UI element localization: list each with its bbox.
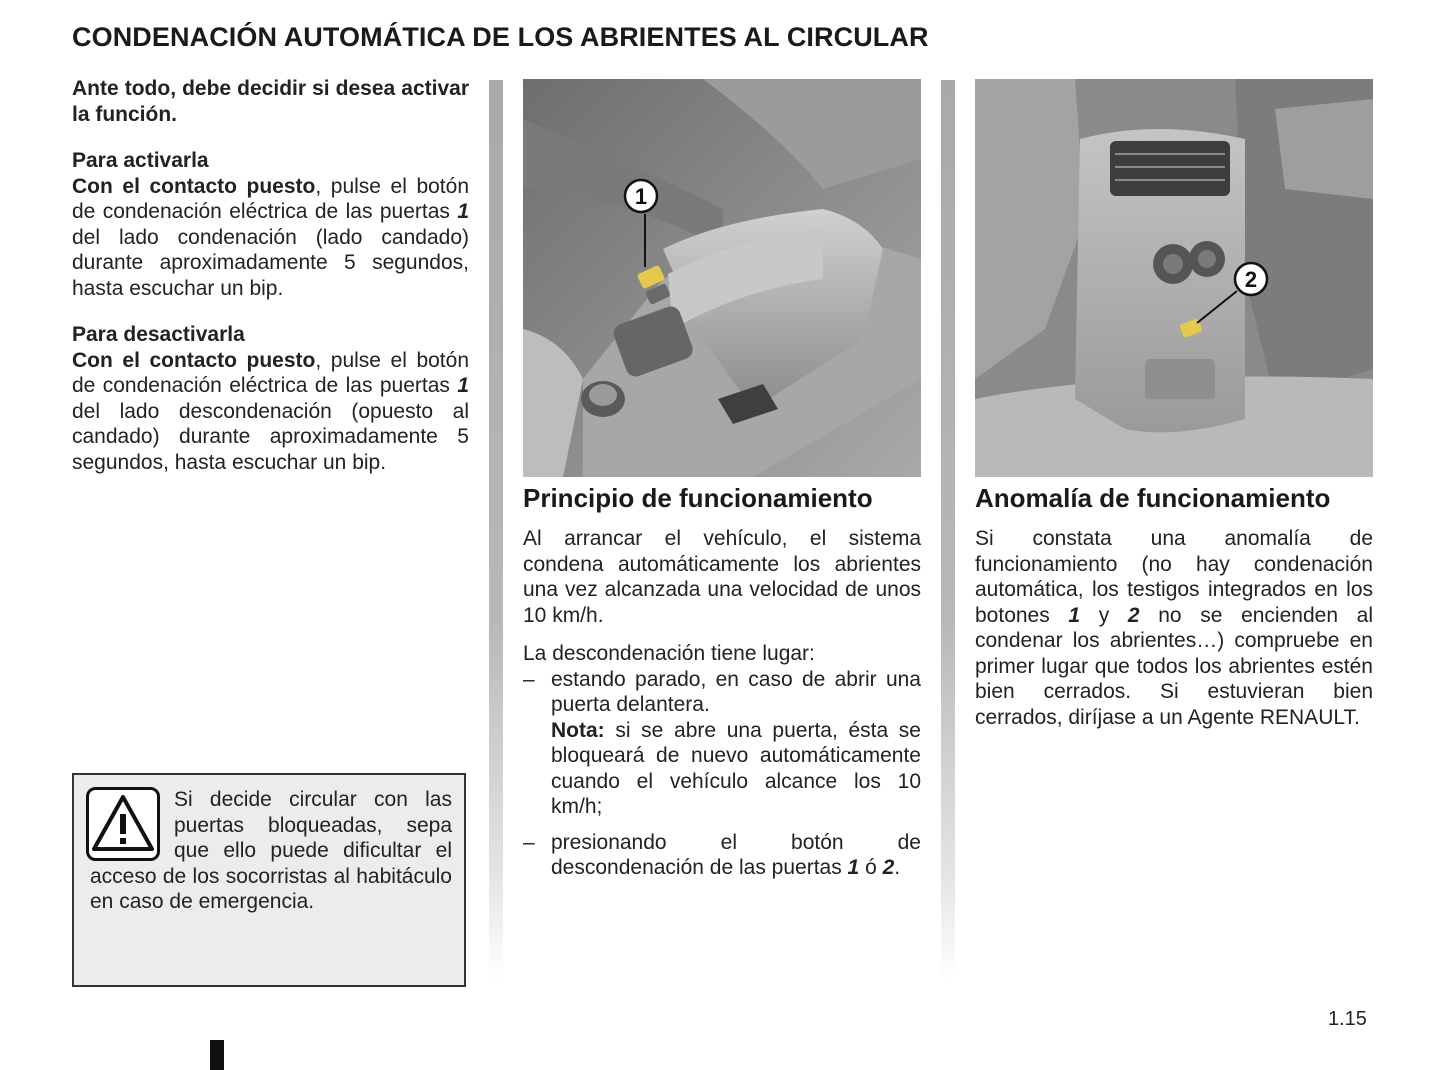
deactivate-bold: Con el contacto puesto bbox=[72, 348, 316, 372]
activate-text bbox=[72, 174, 469, 302]
column-separator bbox=[941, 80, 955, 980]
activate-num: 1 bbox=[457, 200, 469, 223]
deactivate-text bbox=[72, 348, 469, 476]
bullet2-text: presionando el botón de descondenación de las puertas bbox=[551, 830, 921, 879]
principle-para2: La descondenación tiene lugar: bbox=[523, 642, 815, 665]
deactivate-text-b: del lado descondenación (opuesto al candado) durante aproximadamente 5 segundos, hasta escuchar un bip. bbox=[72, 399, 469, 474]
anomaly-text-a: Si constata una anomalía de funcionamiento (no hay condenación automática, los testigos integrados en los botones bbox=[975, 527, 1373, 627]
warning-text-wrap bbox=[90, 787, 452, 915]
note-text: si se abre una puerta, ésta se bloqueará de nuevo automáticamente cuando el vehículo alcance los 10 km/h; bbox=[551, 718, 921, 818]
activate-heading: Para activarla bbox=[72, 149, 209, 172]
anomaly-text-b: no se encienden al condenar los abrientes…) compruebe en primer lugar que todos los abrientes estén bien cerrados. Si estuvieran bien cerrados, diríjase a un Agente RENAULT. bbox=[975, 603, 1373, 729]
page-number: 1.15 bbox=[1328, 1008, 1367, 1030]
principle-section bbox=[523, 482, 921, 881]
list-item bbox=[523, 830, 921, 881]
anomaly-num1: 1 bbox=[1068, 603, 1081, 627]
activate-text-a: , pulse el botón de condenación eléctrica de las puertas bbox=[72, 174, 469, 223]
activate-bold: Con el contacto puesto bbox=[72, 174, 316, 198]
page-edge-marker bbox=[210, 1040, 224, 1070]
principle-heading: Principio de funcionamiento bbox=[523, 483, 873, 513]
list-item bbox=[523, 667, 921, 820]
callout-1: 1 bbox=[634, 184, 648, 209]
left-column bbox=[72, 76, 469, 475]
anomaly-text bbox=[975, 526, 1373, 730]
warning-box bbox=[72, 773, 466, 987]
photo-rear-console bbox=[975, 79, 1373, 477]
page-title: CONDENACIÓN AUTOMÁTICA DE LOS ABRIENTES AL CIRCULAR bbox=[72, 22, 929, 52]
bullet2-num2: 2 bbox=[882, 856, 895, 879]
deactivate-heading: Para desactivarla bbox=[72, 323, 245, 346]
warning-text: Si decide circular con las puertas bloqueadas, sepa que ello puede dificultar el acceso de los socorristas al habitáculo en caso de emergencia. bbox=[90, 788, 452, 913]
callout-2: 2 bbox=[1244, 267, 1258, 292]
column-separator bbox=[489, 80, 503, 980]
bullet1-text: estando parado, en caso de abrir una puerta delantera. bbox=[551, 667, 921, 716]
deactivate-text-a: , pulse el botón de condenación eléctrica de las puertas bbox=[72, 348, 469, 397]
anomaly-mid: y bbox=[1080, 603, 1128, 627]
bullet-dash: – bbox=[523, 667, 535, 691]
intro-text: Ante todo, debe decidir si desea activar la función. bbox=[72, 77, 469, 126]
bullet2-num1: 1 bbox=[847, 856, 860, 879]
photo-armrest bbox=[523, 79, 921, 477]
anomaly-num2: 2 bbox=[1127, 603, 1140, 627]
note-label: Nota: bbox=[551, 718, 605, 742]
anomaly-heading: Anomalía de funcionamiento bbox=[975, 483, 1331, 513]
principle-para1: Al arrancar el vehículo, el sistema condena automáticamente los abrientes una vez alcanzada una velocidad de unos 10 km/h. bbox=[523, 527, 921, 627]
bullet2-end: . bbox=[894, 856, 901, 879]
deactivate-num: 1 bbox=[457, 374, 469, 397]
anomaly-section bbox=[975, 482, 1373, 730]
activate-text-b: del lado condenación (lado candado) durante aproximadamente 5 segundos, hasta escuchar un bip. bbox=[72, 225, 469, 300]
bullet2-mid: ó bbox=[859, 856, 883, 879]
bullet-dash: – bbox=[523, 830, 535, 854]
